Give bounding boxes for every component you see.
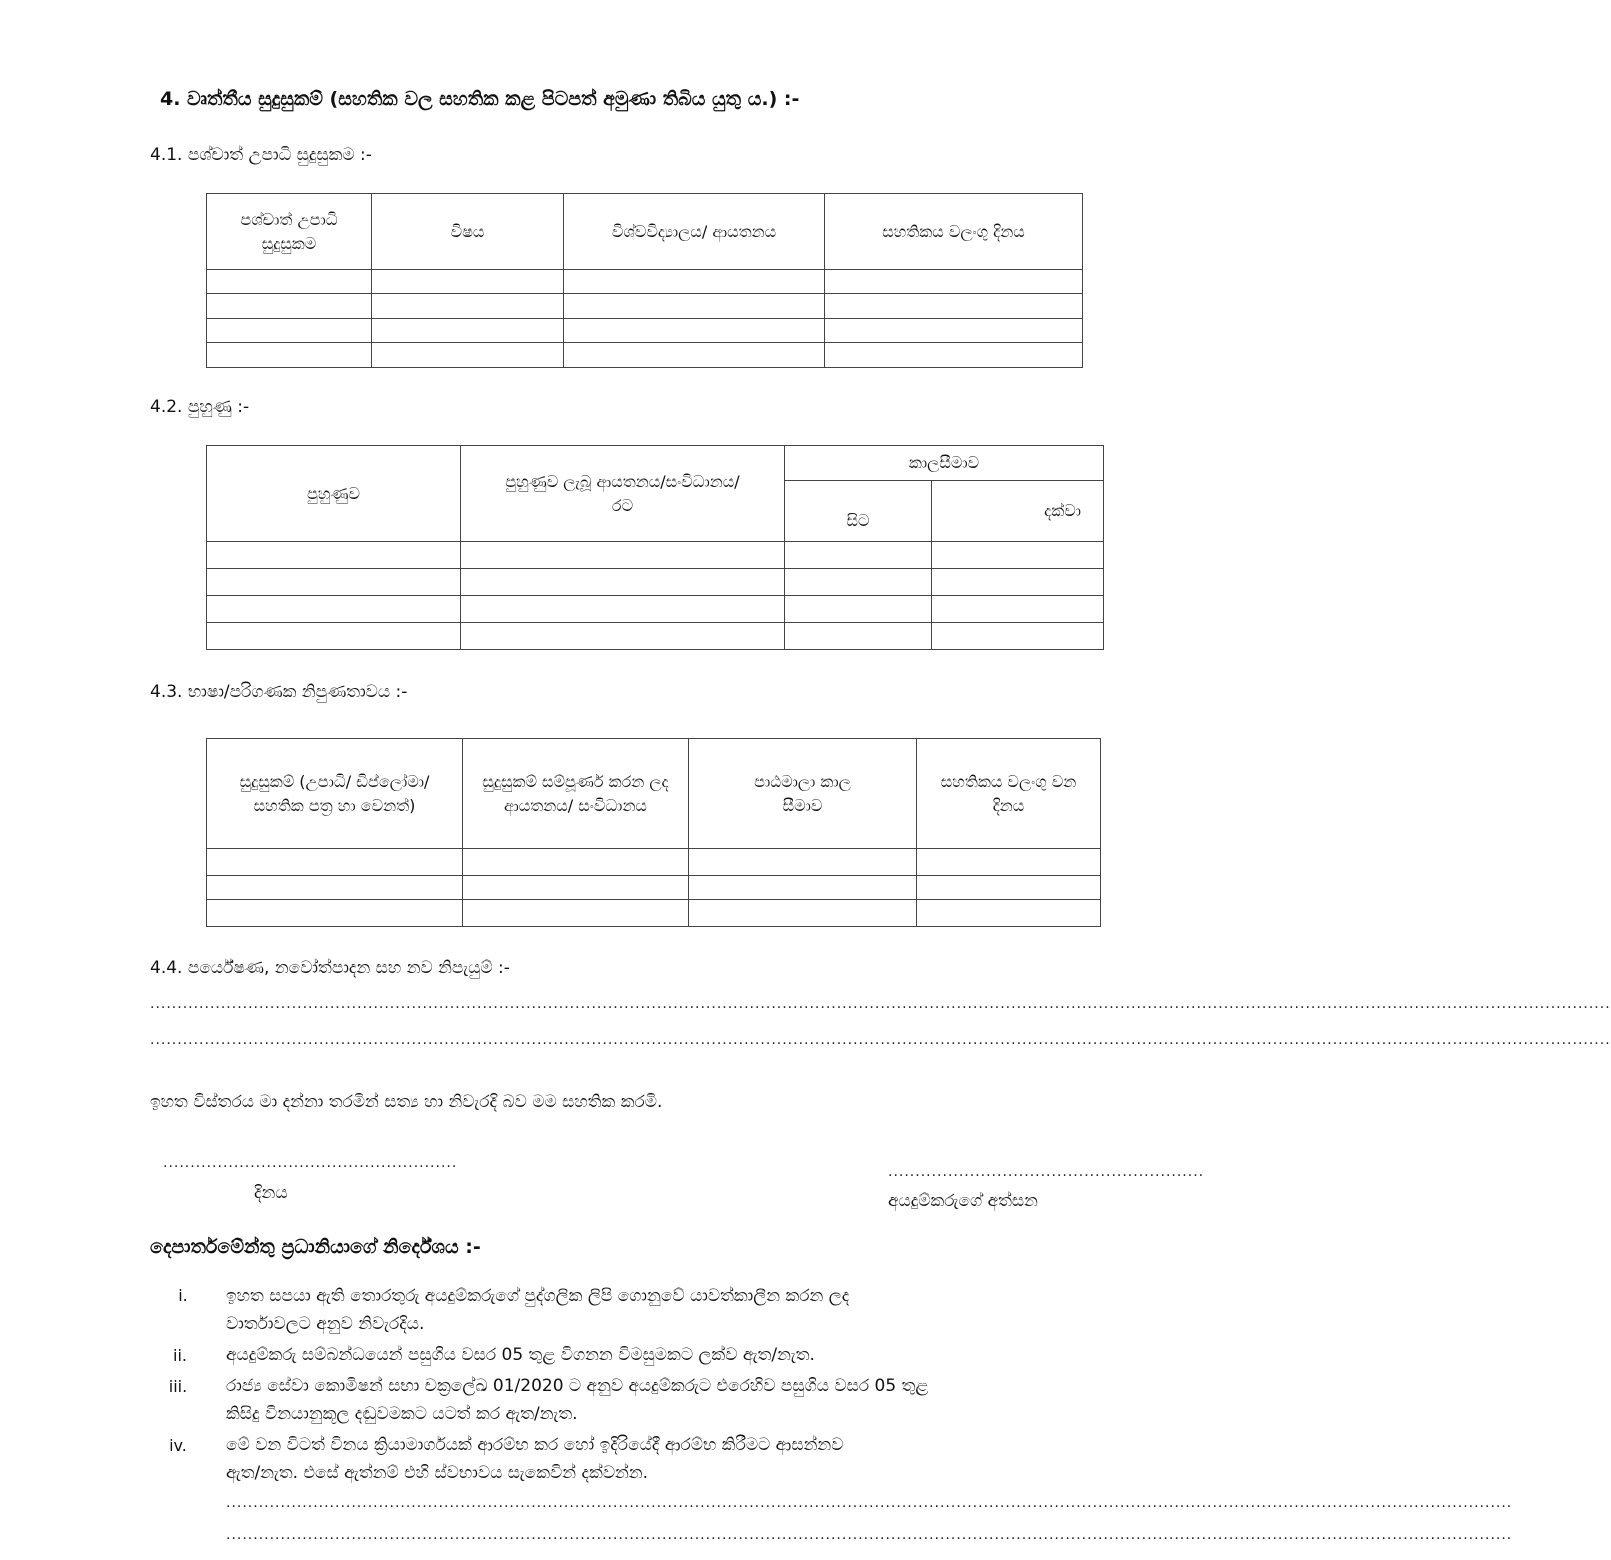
- table-row: [207, 849, 1101, 876]
- table-header-row: [207, 739, 1101, 849]
- item-number: iv.: [169, 1436, 187, 1455]
- column-header: සහතිකය වලංගු දිනය: [825, 194, 1083, 270]
- table-cell[interactable]: [689, 900, 917, 927]
- table-row: [207, 569, 1104, 596]
- nature-answer-line-2[interactable]: ............................................................................................................................................................................................................................................: [226, 1527, 1513, 1543]
- table-cell[interactable]: [825, 270, 1083, 294]
- table-row: [207, 542, 1104, 569]
- table-cell[interactable]: [463, 849, 689, 876]
- list-item: [226, 1431, 1086, 1487]
- section-4-1-heading: 4.1. පශ්චාත් උපාධි සුදුසුකම :-: [150, 145, 372, 165]
- table-cell[interactable]: [207, 876, 463, 900]
- table-cell[interactable]: [207, 343, 372, 368]
- date-line[interactable]: ......................................................: [163, 1155, 458, 1171]
- table-header-row: [207, 194, 1083, 270]
- table-row: [207, 623, 1104, 650]
- language-computer-table: [206, 738, 1101, 927]
- date-label: දිනය: [254, 1183, 288, 1203]
- table-cell[interactable]: [207, 319, 372, 343]
- table-cell[interactable]: [785, 596, 932, 623]
- column-header: කාලසීමාව: [785, 446, 1104, 481]
- item-line: මේ වන විටත් විනය ක්‍රියාමාර්ගයක් ආරම්භ කර හෝ ඉදිරියේදී ආරම්භ කිරීමට ආසන්නව: [226, 1435, 844, 1455]
- table-cell[interactable]: [463, 876, 689, 900]
- postgraduate-table: [206, 193, 1083, 368]
- column-header: විෂය: [372, 194, 564, 270]
- table-cell[interactable]: [932, 623, 1104, 650]
- column-header: පුහුණුව: [207, 446, 461, 542]
- item-line: වාර්තාවලට අනුව නිවැරදිය.: [226, 1314, 425, 1334]
- table-cell[interactable]: [825, 294, 1083, 319]
- table-cell[interactable]: [207, 569, 461, 596]
- table-row: [207, 294, 1083, 319]
- column-header: විශ්වවිද්‍යාලය/ ආයතනය: [564, 194, 825, 270]
- table-cell[interactable]: [207, 849, 463, 876]
- item-number: ii.: [173, 1346, 187, 1365]
- item-line: රාජ්‍ය සේවා කොමිෂන් සභා චක්‍රලේඛ 01/2020 ට අනුව අයදුම්කරුට එරෙහිව පසුගිය වසර 05 තුළ: [226, 1376, 929, 1396]
- table-cell[interactable]: [207, 542, 461, 569]
- table-cell[interactable]: [785, 569, 932, 596]
- table-cell[interactable]: [207, 596, 461, 623]
- table-cell[interactable]: [825, 343, 1083, 368]
- table-cell[interactable]: [564, 270, 825, 294]
- table-row: [207, 596, 1104, 623]
- table-header-row: [207, 446, 1104, 481]
- list-item: [226, 1372, 1086, 1428]
- table-row: [207, 900, 1101, 927]
- column-header: දක්වා: [932, 481, 1104, 542]
- table-cell[interactable]: [785, 623, 932, 650]
- table-cell[interactable]: [461, 623, 785, 650]
- list-item: [226, 1282, 1086, 1338]
- item-line: ඉහත සපයා ඇති තොරතුරු අයදුම්කරුගේ පුද්ගලික ලිපි ගොනුවේ යාවත්කාලීන කරන ලද: [226, 1286, 850, 1306]
- section-4-3-heading: 4.3. භාෂා/පරිගණක නිපුණතාවය :-: [150, 682, 408, 702]
- table-cell[interactable]: [461, 569, 785, 596]
- item-line: අයදුම්කරු සම්බන්ධයෙන් පසුගිය වසර 05 තුළ විගනන විමසුමකට ලක්ව ඇත/නැත.: [226, 1345, 815, 1365]
- applicant-signature-line[interactable]: ..........................................................: [888, 1164, 1205, 1180]
- column-header: සිට: [785, 481, 932, 542]
- applicant-signature-label: අයදුම්කරුගේ අත්සන: [888, 1191, 1038, 1211]
- table-cell[interactable]: [932, 542, 1104, 569]
- section-4-title: 4. වෘත්තීය සුදුසුකම් (සහතික වල සහතික කළ පිටපත් අමුණා තිබිය යුතු ය.) :-: [160, 88, 800, 110]
- column-header: පුහුණුව ලැබූ ආයතනය/සංවිධානය/රට: [461, 446, 785, 542]
- item-number: i.: [178, 1286, 188, 1305]
- recommendation-title: දෙපාර්තමේන්තු ප්‍රධානියාගේ නිර්දේශය :-: [150, 1236, 481, 1258]
- declaration-text: ඉහත විස්තරය මා දන්නා තරමින් සත්‍ය හා නිවැරදි බව මම සහතික කරමි.: [150, 1092, 663, 1112]
- table-cell[interactable]: [917, 876, 1101, 900]
- table-cell[interactable]: [463, 900, 689, 927]
- table-row: [207, 343, 1083, 368]
- table-row: [207, 876, 1101, 900]
- nature-answer-line-1[interactable]: ............................................................................................................................................................................................................................................: [226, 1495, 1513, 1511]
- table-row: [207, 270, 1083, 294]
- table-cell[interactable]: [207, 900, 463, 927]
- table-cell[interactable]: [825, 319, 1083, 343]
- table-cell[interactable]: [689, 876, 917, 900]
- item-line: ඇත/නැත. එසේ ඇත්නම් එහි ස්වභාවය සැකෙවින් දක්වන්න.: [226, 1463, 649, 1483]
- table-cell[interactable]: [207, 623, 461, 650]
- research-answer-line-1[interactable]: ............................................................................................................................................................................................................................................................................: [150, 996, 1611, 1012]
- table-cell[interactable]: [785, 542, 932, 569]
- table-cell[interactable]: [372, 270, 564, 294]
- table-cell[interactable]: [461, 542, 785, 569]
- table-cell[interactable]: [564, 343, 825, 368]
- item-number: iii.: [168, 1377, 188, 1396]
- column-header: පාඨමාලා කාල සීමාව: [689, 739, 917, 849]
- table-cell[interactable]: [917, 900, 1101, 927]
- research-answer-line-2[interactable]: ............................................................................................................................................................................................................................................................................: [150, 1032, 1611, 1048]
- table-cell[interactable]: [932, 596, 1104, 623]
- table-row: [207, 319, 1083, 343]
- column-header: සුදුසුකම් සම්පූර්ණ කරන ලද ආයතනය/ සංවිධානය: [463, 739, 689, 849]
- item-line: කිසිදු විනයානුකූල දඬුවමකට යටත් කර ඇත/නැත.: [226, 1404, 578, 1424]
- column-header: පශ්චාත් උපාධි සුදුසුකම: [207, 194, 372, 270]
- table-cell[interactable]: [372, 319, 564, 343]
- table-cell[interactable]: [372, 294, 564, 319]
- table-cell[interactable]: [689, 849, 917, 876]
- table-cell[interactable]: [917, 849, 1101, 876]
- table-cell[interactable]: [564, 294, 825, 319]
- table-cell[interactable]: [932, 569, 1104, 596]
- table-cell[interactable]: [372, 343, 564, 368]
- section-4-4-heading: 4.4. පර්යේෂණ, නවෝත්පාදන සහ නව නිපැයුම් :-: [150, 958, 510, 978]
- section-4-2-heading: 4.2. පුහුණු :-: [150, 397, 250, 417]
- table-cell[interactable]: [564, 319, 825, 343]
- table-cell[interactable]: [461, 596, 785, 623]
- column-header: සුදුසුකම් (උපාධි/ ඩිප්ලෝමා/සහතික පත්‍ර හා වෙනත්): [207, 739, 463, 849]
- table-cell[interactable]: [207, 294, 372, 319]
- training-table: [206, 445, 1104, 650]
- list-item: [226, 1341, 1086, 1369]
- table-cell[interactable]: [207, 270, 372, 294]
- column-header: සහතිකය වලංගු වන දිනය: [917, 739, 1101, 849]
